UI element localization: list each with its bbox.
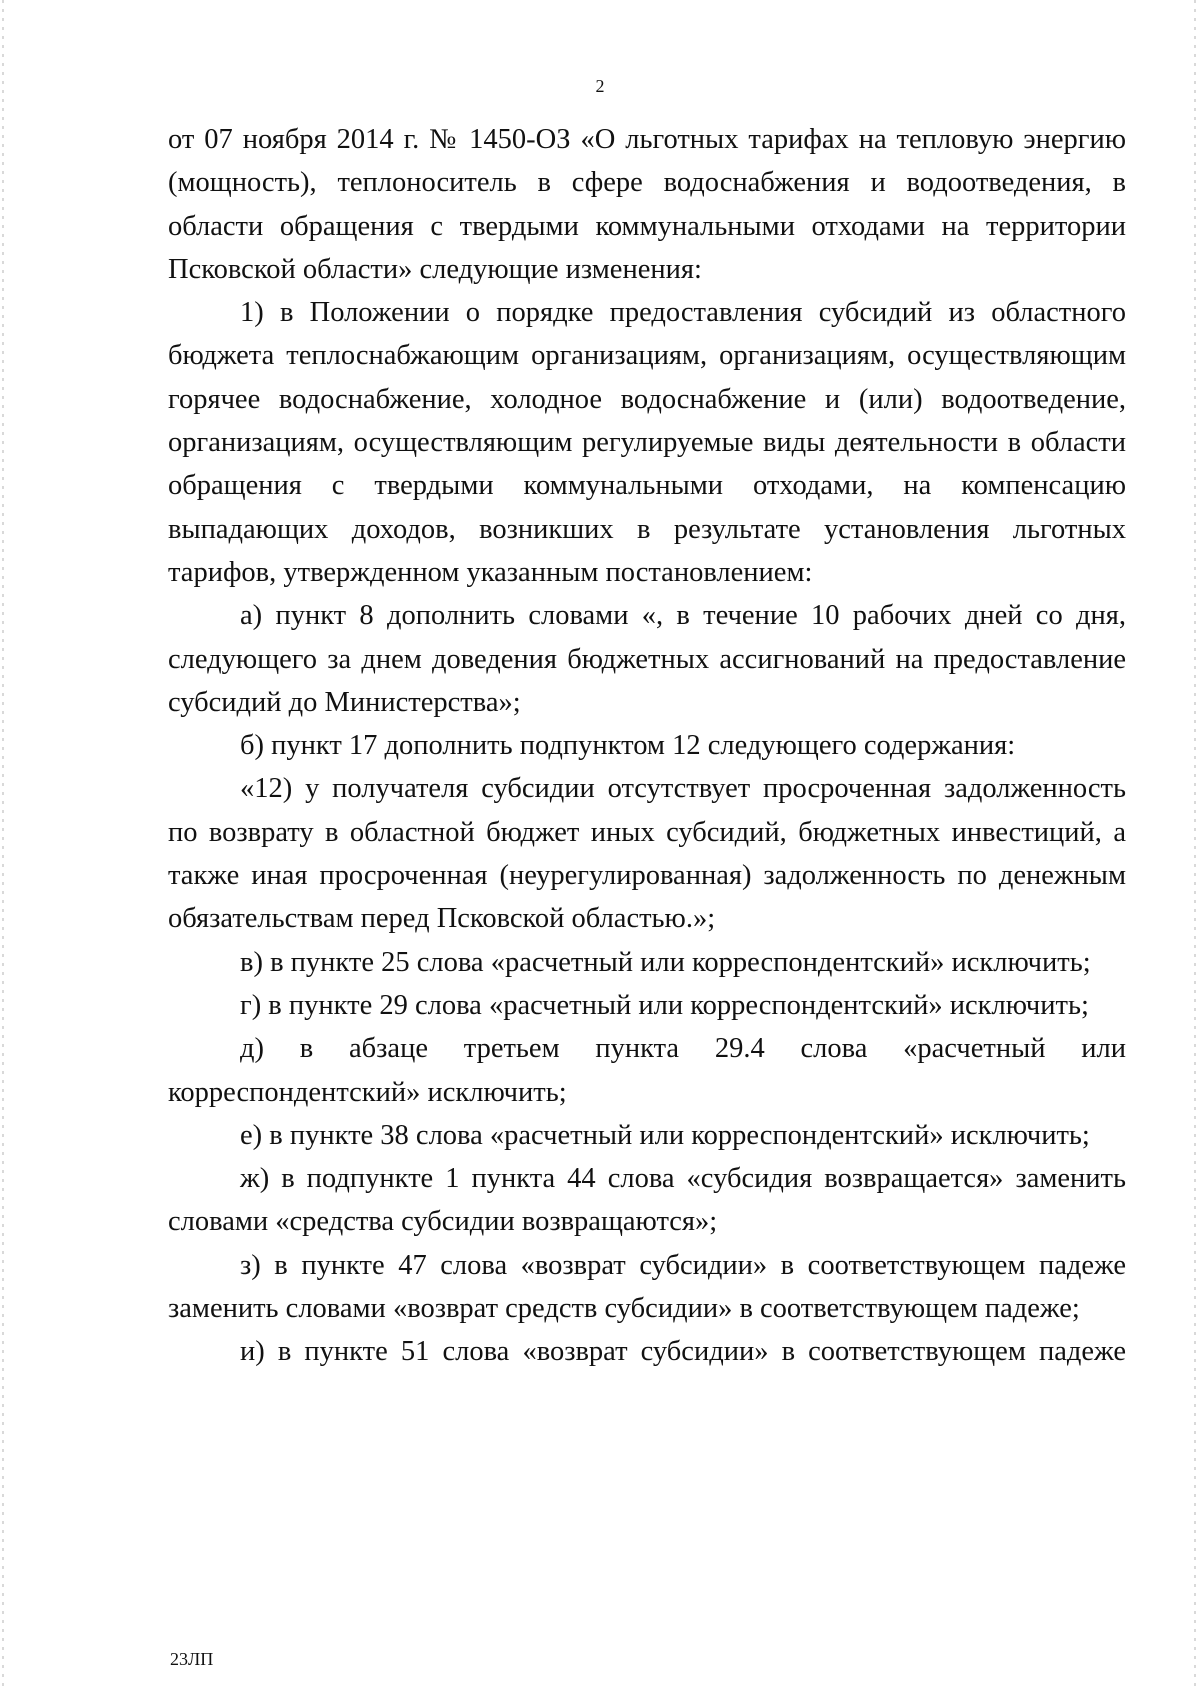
paragraph-subitem-i: и) в пункте 51 слова «возврат субсидии» в соответствующем падеже xyxy=(240,1336,1126,1368)
page-number: 2 xyxy=(595,76,605,96)
scan-edge-right xyxy=(1194,0,1196,1686)
paragraph-subitem-zh: ж) в подпункте 1 пункта 44 слова «субсидия возвращается» заменить словами «средства субсидии возвращаются»; xyxy=(168,1163,1126,1238)
paragraph-quote-12: «12) у получателя субсидии отсутствует просроченная задолженность по возврату в областной бюджет иных субсидий, бюджетных инвестиций, а также иная просроченная (неурегулированная) задолженность по денежным обязательствам перед Псковской областью.»; xyxy=(168,773,1126,935)
paragraph-subitem-d: д) в абзаце третьем пункта 29.4 слова «расчетный или корреспондентский» исключить; xyxy=(168,1033,1126,1108)
document-body xyxy=(168,118,1126,1374)
paragraph-item-1: 1) в Положении о порядке предоставления субсидий из областного бюджета теплоснабжающим организациям, организациям, осуществляющим горячее водоснабжение, холодное водоснабжение и (или) водоотведение, организациям, осуществляющим регулируемые виды деятельности в области обращения с твердыми коммунальными отходами, на компенсацию выпадающих доходов, возникших в результате установления льготных тарифов, утвержденном указанным постановлением: xyxy=(168,297,1126,588)
paragraph-subitem-g: г) в пункте 29 слова «расчетный или корреспондентский» исключить; xyxy=(240,989,1089,1021)
paragraph-law-reference: от 07 ноября 2014 г. № 1450-ОЗ «О льготных тарифах на тепловую энергию (мощность), теплоноситель в сфере водоснабжения и водоотведения, в области обращения с твердыми коммунальными отходами на территории Псковской области» следующие изменения: xyxy=(168,124,1126,285)
paragraph-subitem-v: в) в пункте 25 слова «расчетный или корреспондентский» исключить; xyxy=(240,946,1091,978)
paragraph-subitem-z: з) в пункте 47 слова «возврат субсидии» в соответствующем падеже заменить словами «возврат средств субсидии» в соответствующем падеже; xyxy=(168,1249,1126,1325)
footer-document-code: 23ЛП xyxy=(170,1649,214,1669)
paragraph-subitem-e: е) в пункте 38 слова «расчетный или корреспондентский» исключить; xyxy=(240,1119,1090,1151)
paragraph-subitem-b: б) пункт 17 дополнить подпунктом 12 следующего содержания: xyxy=(240,730,1016,762)
scan-edge-left xyxy=(2,0,4,1686)
paragraph-subitem-a: а) пункт 8 дополнить словами «, в течение 10 рабочих дней со дня, следующего за днем доведения бюджетных ассигнований на предоставление субсидий до Министерства»; xyxy=(168,600,1126,718)
